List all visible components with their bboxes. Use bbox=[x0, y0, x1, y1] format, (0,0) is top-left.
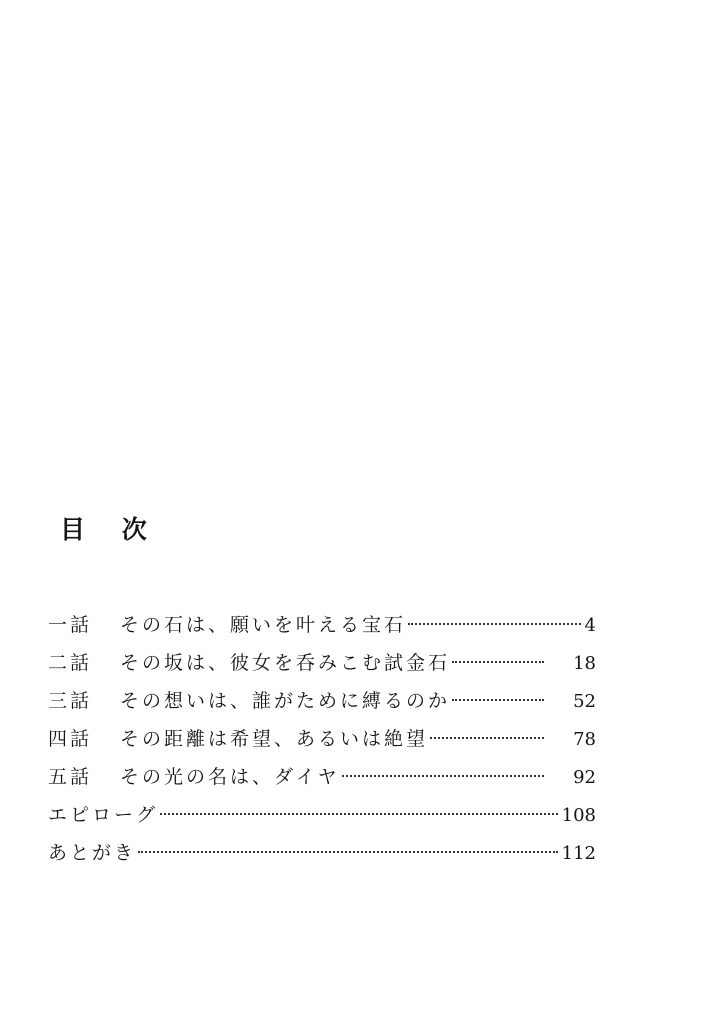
chapter-number: 一話 bbox=[48, 614, 93, 636]
dot-leader bbox=[430, 737, 544, 739]
toc-entry-5 bbox=[48, 761, 596, 799]
chapter-number: 二話 bbox=[48, 652, 93, 674]
page-number: 18 bbox=[573, 653, 596, 674]
page-number: 4 bbox=[584, 615, 596, 636]
page-number: 108 bbox=[561, 805, 596, 826]
dot-leader bbox=[138, 851, 558, 853]
toc-entry-epilogue bbox=[48, 799, 596, 837]
chapter-number: 四話 bbox=[48, 728, 93, 750]
chapter-title: あとがき bbox=[48, 842, 137, 864]
table-of-contents bbox=[48, 609, 596, 875]
toc-entry-3 bbox=[48, 685, 596, 723]
chapter-number: 三話 bbox=[48, 690, 93, 712]
page-number: 112 bbox=[561, 843, 596, 864]
dot-leader bbox=[342, 775, 544, 777]
toc-entry-1 bbox=[48, 609, 596, 647]
page-number: 78 bbox=[573, 729, 596, 750]
chapter-title: その坂は、彼女を呑みこむ試金石 bbox=[120, 652, 451, 674]
toc-entry-2 bbox=[48, 647, 596, 685]
dot-leader bbox=[160, 813, 558, 815]
dot-leader bbox=[408, 623, 581, 625]
toc-entry-afterword bbox=[48, 837, 596, 875]
toc-entry-4 bbox=[48, 723, 596, 761]
page-number: 52 bbox=[573, 691, 596, 712]
dot-leader bbox=[452, 699, 544, 701]
dot-leader bbox=[452, 661, 544, 663]
chapter-title: その石は、願いを叶える宝石 bbox=[120, 614, 407, 636]
toc-heading: 目 次 bbox=[60, 515, 161, 544]
chapter-title: その距離は希望、あるいは絶望 bbox=[120, 728, 429, 750]
page-number: 92 bbox=[573, 767, 596, 788]
chapter-title: エピローグ bbox=[48, 804, 159, 826]
chapter-title: その光の名は、ダイヤ bbox=[120, 766, 340, 788]
chapter-title: その想いは、誰がために縛るのか bbox=[120, 690, 451, 712]
chapter-number: 五話 bbox=[48, 766, 93, 788]
